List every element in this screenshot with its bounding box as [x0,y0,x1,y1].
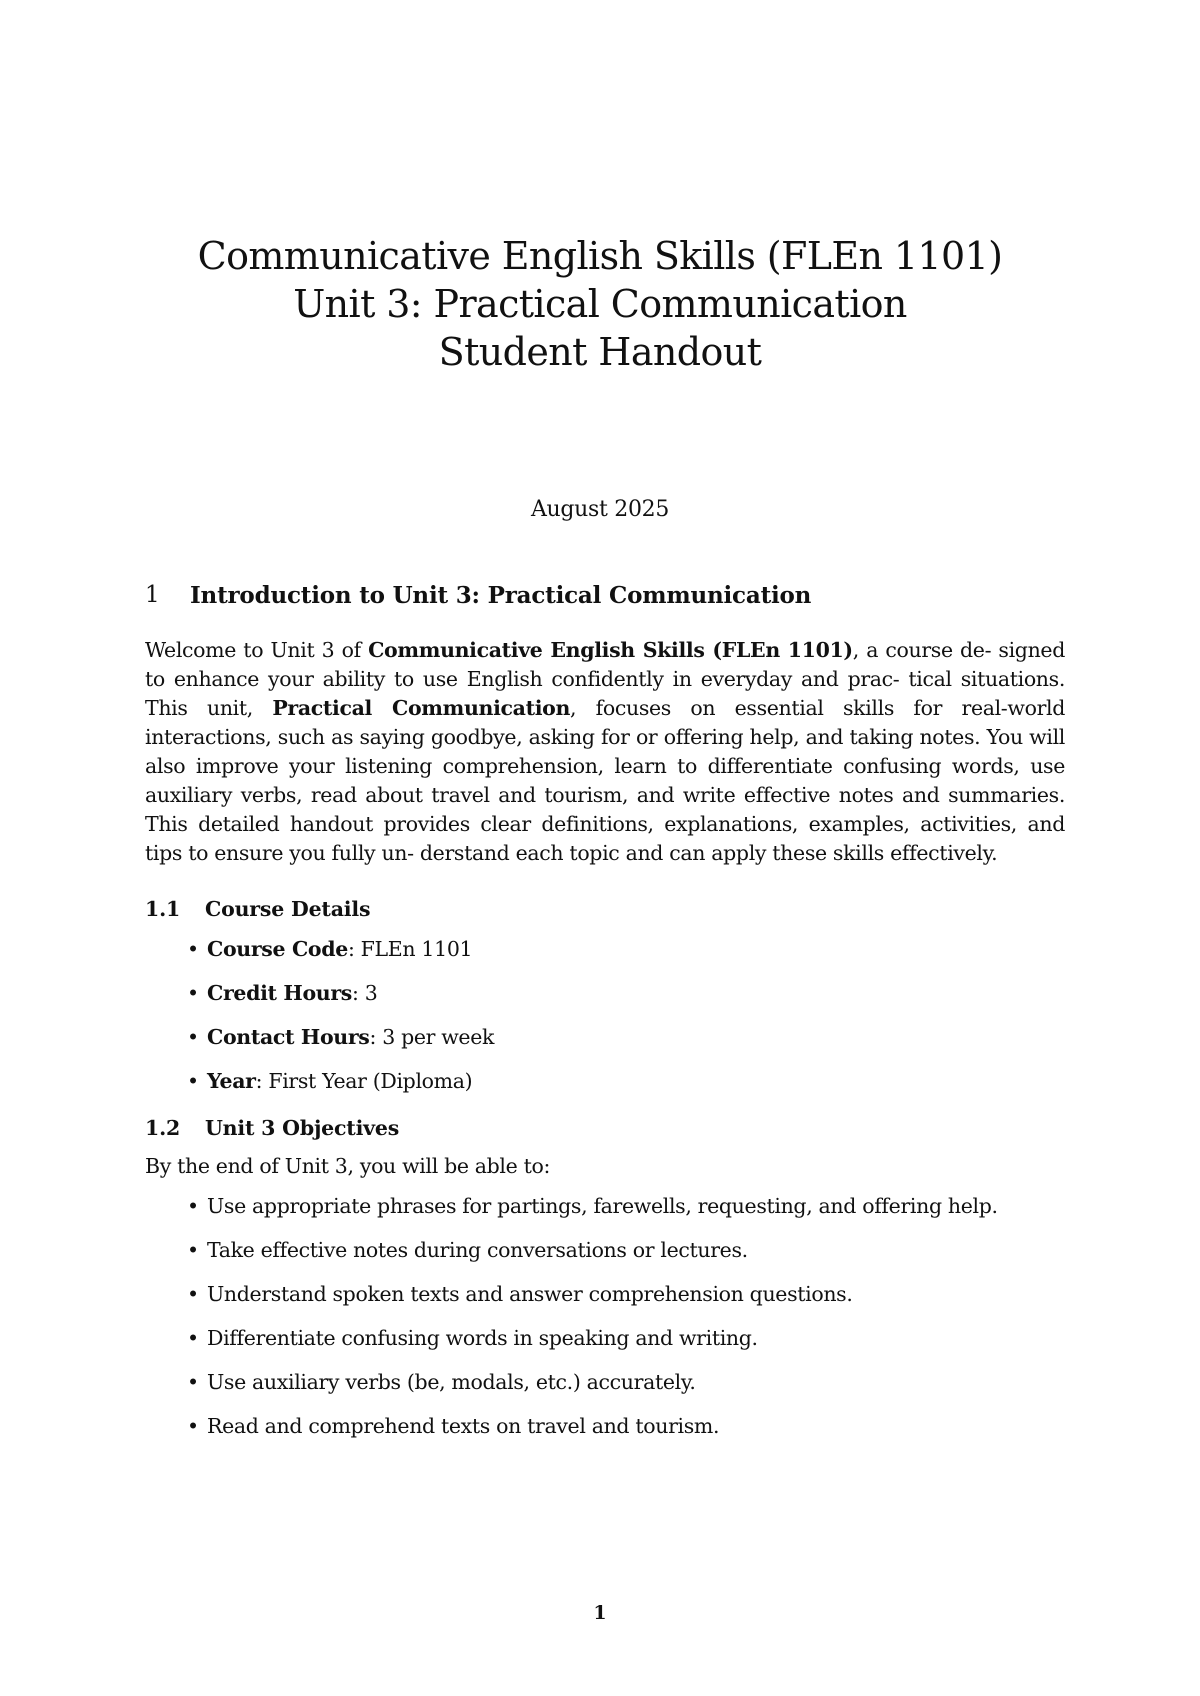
section-1-1-heading [145,897,1065,921]
item-value: : FLEn 1101 [347,937,473,961]
document-title [0,232,1200,376]
bullet-icon: • [187,1414,199,1438]
section-title: Unit 3 Objectives [205,1116,400,1140]
section-1-2-heading [145,1116,1065,1140]
item-value: : 3 [351,981,378,1005]
section-title: Course Details [205,897,371,921]
objectives-intro: By the end of Unit 3, you will be able to: [145,1154,551,1178]
section-number: 1.2 [145,1116,181,1140]
list-item [185,1067,1065,1096]
item-text: Read and comprehend texts on travel and tourism. [207,1414,720,1438]
page-number: 1 [593,1602,607,1624]
item-text: Take effective notes during conversations or lectures. [207,1238,748,1262]
paragraph-text: Welcome to Unit 3 of [145,638,369,662]
paragraph-text: , focuses on essential skills for real-world interactions, such as saying goodbye, asking for or offering help, and taking notes. You will also improve your listening comprehension, learn to differentiate confusing words, use auxiliary verbs, read about travel and tourism, and write effective notes and summaries. This detailed handout provides clear definitions, explanations, examples, activities, and tips to ensure you fully un- derstand each topic and can apply these skills effectively. [145,696,1065,865]
intro-paragraph [145,636,1065,868]
title-line-3: Student Handout [438,330,762,374]
item-text: Differentiate confusing words in speaking and writing. [207,1326,758,1350]
item-text: Use auxiliary verbs (be, modals, etc.) accurately. [207,1370,696,1394]
section-number: 1.1 [145,897,181,921]
list-item [185,1236,1065,1265]
bullet-icon: • [187,1025,199,1049]
item-label: Contact Hours [207,1025,370,1049]
bullet-icon: • [187,937,199,961]
list-item [185,1023,1065,1052]
list-item [185,979,1065,1008]
title-line-1: Communicative English Skills (FLEn 1101) [197,234,1003,278]
section-number: 1 [145,582,160,608]
item-label: Course Code [207,937,348,961]
bullet-icon: • [187,1370,199,1394]
list-item [185,1324,1065,1353]
bullet-icon: • [187,981,199,1005]
item-text: Use appropriate phrases for partings, farewells, requesting, and offering help. [207,1194,998,1218]
bullet-icon: • [187,1326,199,1350]
list-item [185,1192,1065,1221]
list-item [185,935,1065,964]
objectives-list [145,1192,1065,1441]
item-text: Understand spoken texts and answer comprehension questions. [207,1282,853,1306]
unit-name-bold: Practical Communication [272,696,571,720]
document-body [145,582,1065,1456]
course-name-bold: Communicative English Skills (FLEn 1101) [368,638,853,662]
paragraph-text: , a course de- signed to enhance your ability to use English confidently in everyday and prac- tical situations. This unit, [145,638,1065,720]
list-item [185,1280,1065,1309]
item-label: Year [207,1069,256,1093]
section-title: Introduction to Unit 3: Practical Communication [190,582,812,609]
bullet-icon: • [187,1194,199,1218]
item-value: : 3 per week [369,1025,495,1049]
bullet-icon: • [187,1238,199,1262]
bullet-icon: • [187,1069,199,1093]
item-label: Credit Hours [207,981,352,1005]
list-item [185,1412,1065,1441]
document-date: August 2025 [530,497,670,522]
bullet-icon: • [187,1282,199,1306]
item-value: : First Year (Diploma) [255,1069,473,1093]
section-1-heading [145,582,1065,609]
title-line-2: Unit 3: Practical Communication [293,282,907,326]
course-details-list [145,935,1065,1096]
list-item [185,1368,1065,1397]
